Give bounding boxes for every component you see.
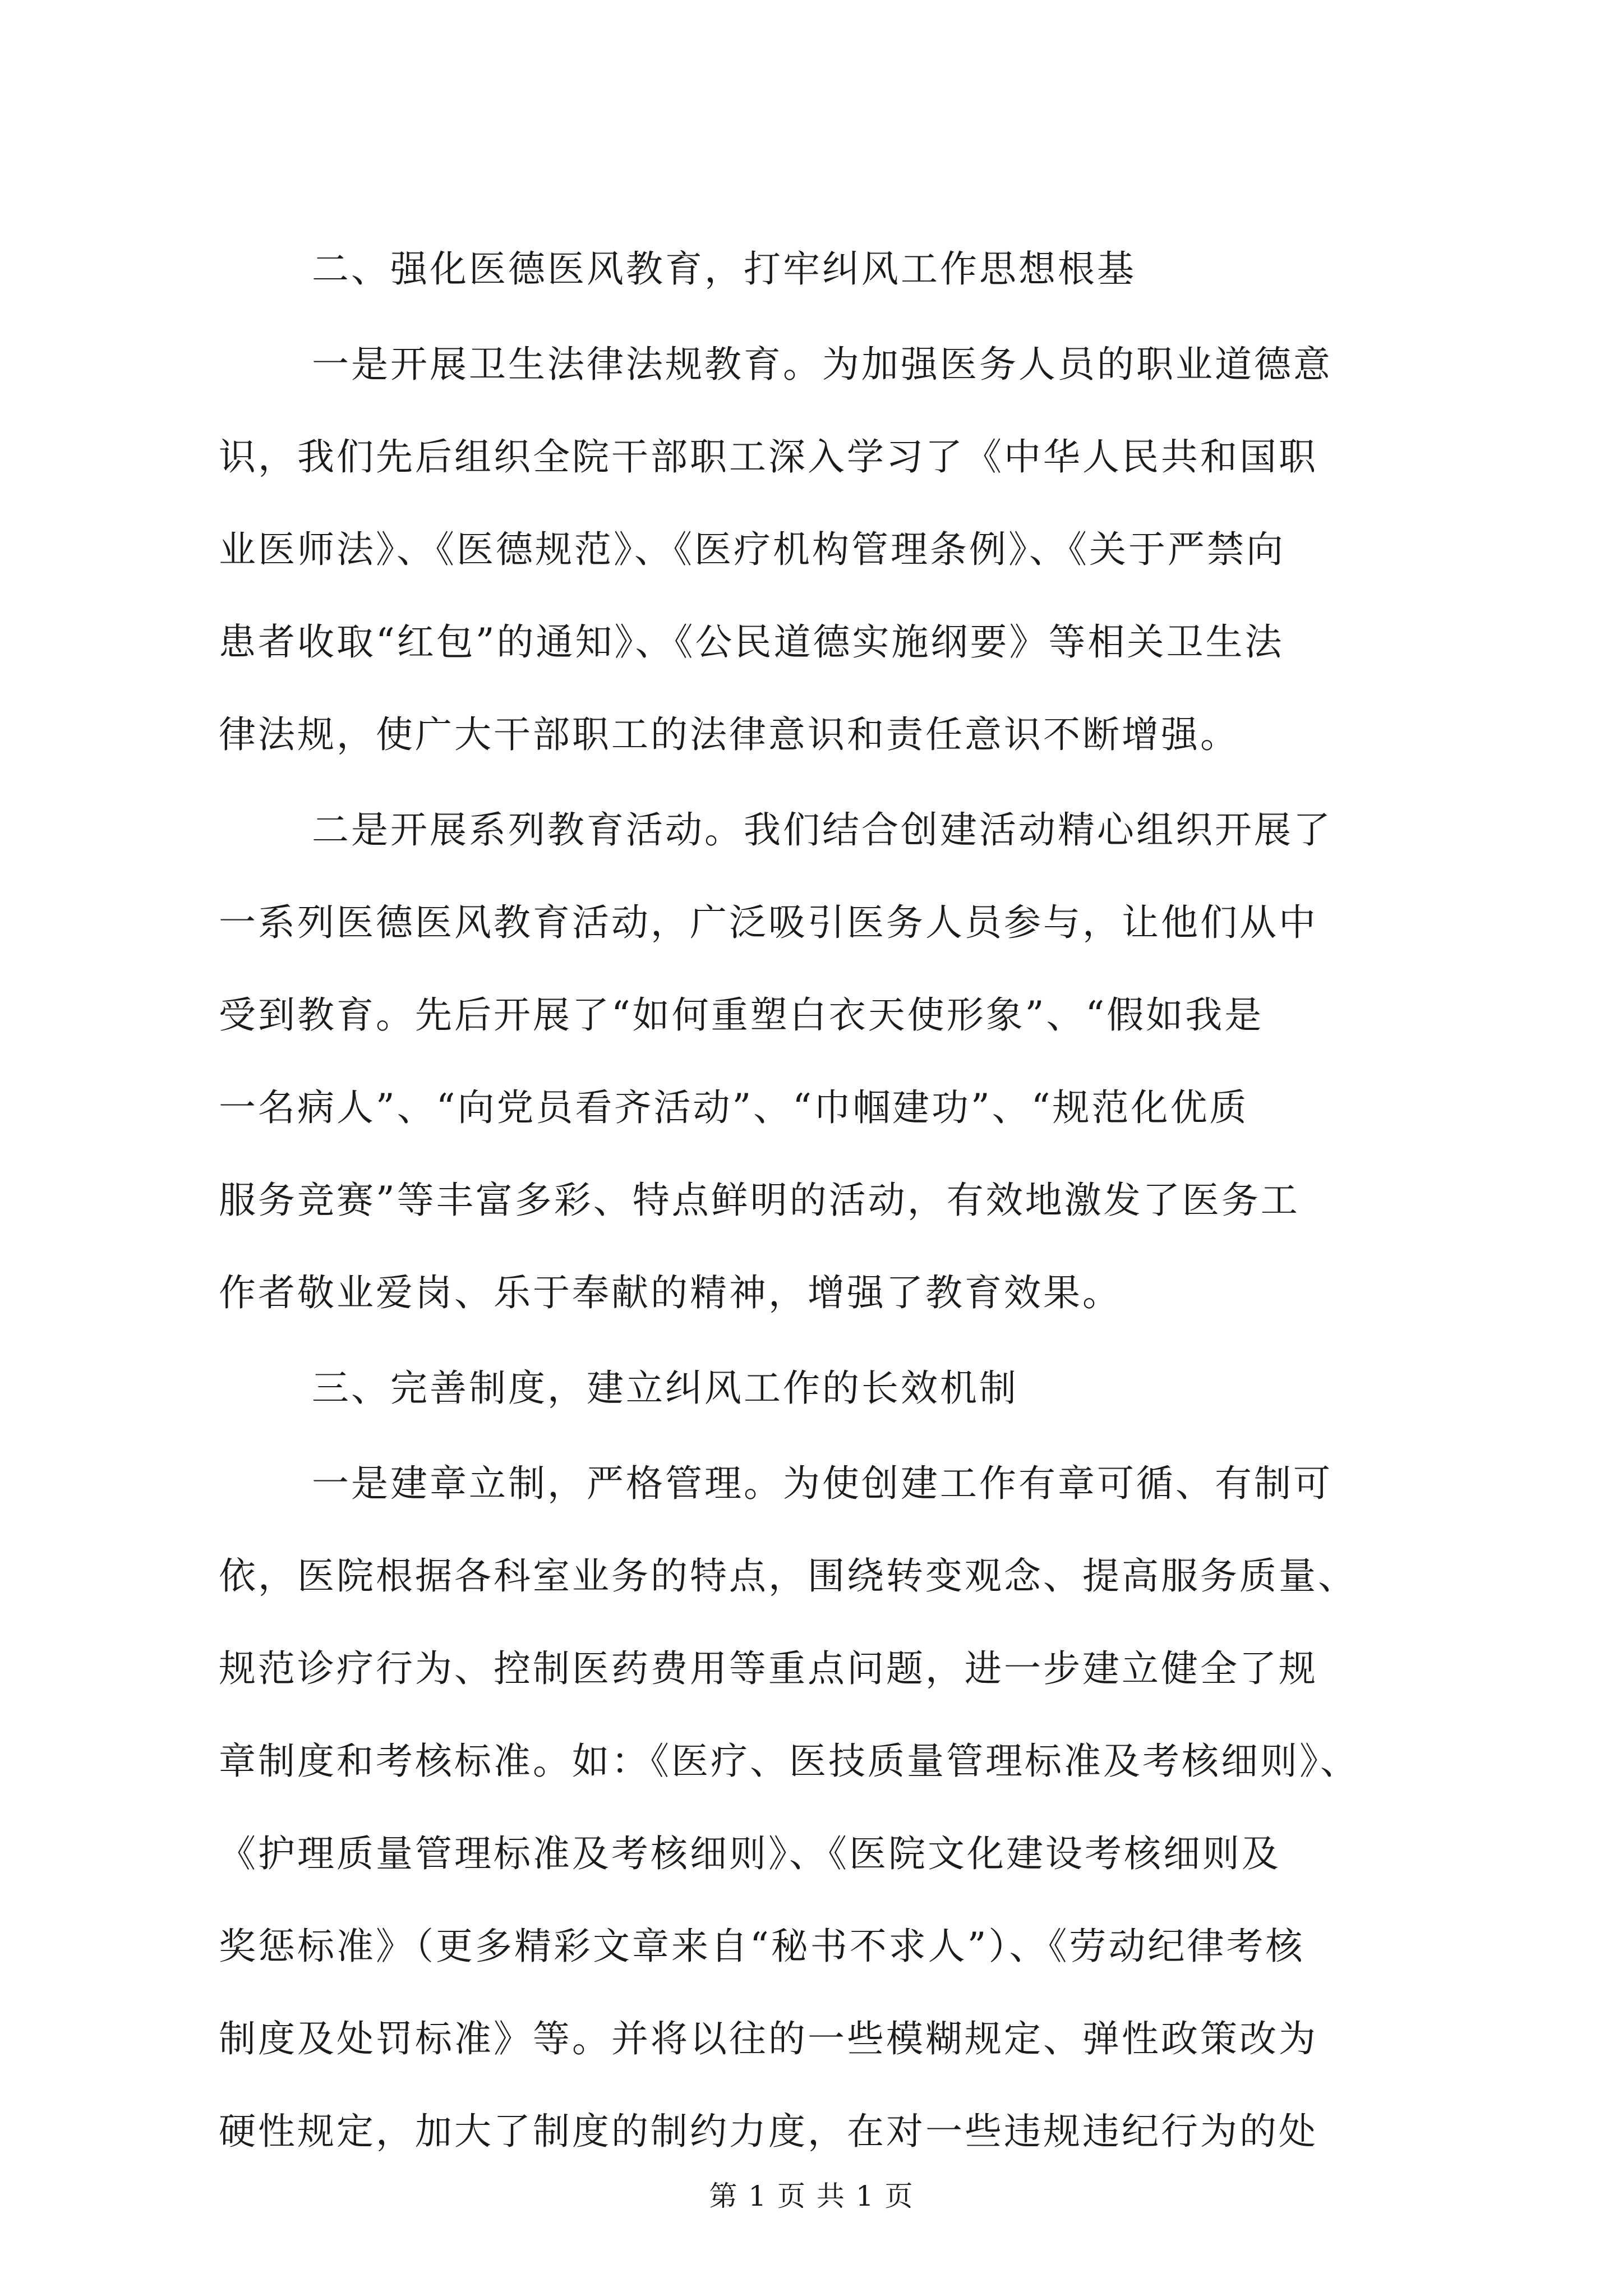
section-heading-3: 三、完善制度，建立纠风工作的长效机制 xyxy=(312,1366,1018,1410)
paragraph-line: 依，医院根据各科室业务的特点，围绕转变观念、提高服务质量、 xyxy=(219,1554,1357,1598)
paragraph-line: 二是开展系列教育活动。我们结合创建活动精心组织开展了 xyxy=(312,808,1332,852)
paragraph-line: 奖惩标准》（更多精彩文章来自“秘书不求人”）、《劳动纪律考核 xyxy=(219,1925,1305,1968)
paragraph-line: 《护理质量管理标准及考核细则》、《医院文化建设考核细则及 xyxy=(219,1832,1281,1875)
paragraph-line: 受到教育。先后开展了“如何重塑白衣天使形象”、“假如我是 xyxy=(219,993,1264,1037)
paragraph-line: 规范诊疗行为、控制医药费用等重点问题，进一步建立健全了规 xyxy=(219,1647,1318,1690)
paragraph-line: 作者敬业爱岗、乐于奉献的精神，增强了教育效果。 xyxy=(219,1271,1122,1314)
paragraph-line: 服务竞赛”等丰富多彩、特点鲜明的活动，有效地激发了医务工 xyxy=(219,1179,1300,1222)
paragraph-line: 一名病人”、“向党员看齐活动”、“巾帼建功”、“规范化优质 xyxy=(219,1086,1249,1129)
paragraph-line: 律法规，使广大干部职工的法律意识和责任意识不断增强。 xyxy=(219,713,1239,756)
paragraph-line: 章制度和考核标准。如：《医疗、医技质量管理标准及考核细则》、 xyxy=(219,1740,1359,1783)
paragraph-line: 业医师法》、《医德规范》、《医疗机构管理条例》、《关于严禁向 xyxy=(219,528,1285,571)
paragraph-line: 一系列医德医风教育活动，广泛吸引医务人员参与，让他们从中 xyxy=(219,901,1318,944)
paragraph-line: 一是开展卫生法律法规教育。为加强医务人员的职业道德意 xyxy=(312,343,1332,386)
page-footer: 第 1 页 共 1 页 xyxy=(709,2180,914,2212)
paragraph-line: 制度及处罚标准》等。并将以往的一些模糊规定、弹性政策改为 xyxy=(219,2017,1318,2060)
paragraph-line: 一是建章立制，严格管理。为使创建工作有章可循、有制可 xyxy=(312,1462,1332,1505)
paragraph-line: 患者收取“红包”的通知》、《公民道德实施纲要》等相关卫生法 xyxy=(219,620,1284,664)
paragraph-line: 识，我们先后组织全院干部职工深入学习了《中华人民共和国职 xyxy=(219,435,1318,478)
paragraph-line: 硬性规定，加大了制度的制约力度，在对一些违规违纪行为的处 xyxy=(219,2110,1318,2153)
section-heading-2: 二、强化医德医风教育，打牢纠风工作思想根基 xyxy=(312,247,1136,291)
